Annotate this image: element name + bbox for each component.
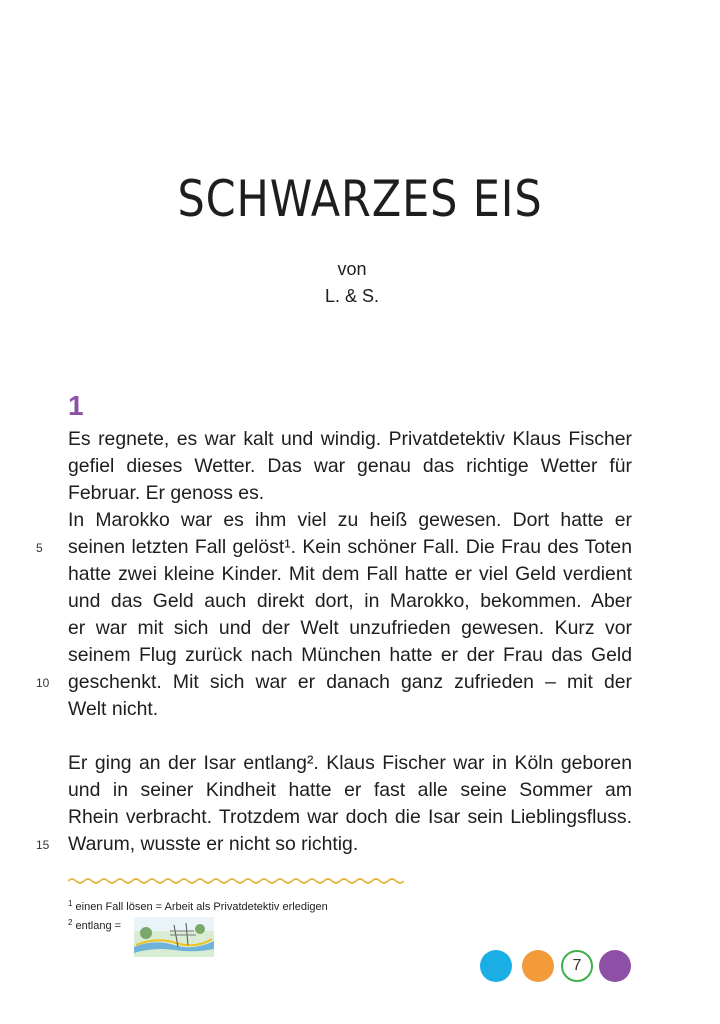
wavy-divider bbox=[68, 876, 404, 886]
text-line: und in seiner Kindheit hatte er fast alle seine Sommer am bbox=[68, 779, 632, 801]
line-number-10: 10 bbox=[36, 676, 50, 690]
text-line: geschenkt. Mit sich war er danach ganz zufrieden – mit der bbox=[68, 671, 632, 693]
river-illustration-icon bbox=[134, 917, 214, 957]
byline-von: von bbox=[337, 259, 367, 279]
footnote-2-text: entlang = bbox=[75, 920, 122, 932]
text-line: In Marokko war es ihm viel zu heiß gewesen. Dort hatte er bbox=[68, 509, 632, 531]
page-number: 7 bbox=[561, 950, 593, 982]
byline-authors: L. & S. bbox=[324, 286, 380, 306]
text-line: gefiel dieses Wetter. Das war genau das richtige Wetter für bbox=[68, 455, 632, 477]
line-number-5: 5 bbox=[36, 541, 43, 555]
text-line: hatte zwei kleine Kinder. Mit dem Fall hatte er viel Geld verdient bbox=[68, 563, 632, 585]
blue-dot bbox=[480, 950, 512, 982]
text-line: und das Geld auch direkt dort, in Marokko, bekommen. Aber bbox=[68, 590, 632, 612]
text-line: Warum, wusste er nicht so richtig. bbox=[68, 833, 359, 855]
purple-dot bbox=[599, 950, 631, 982]
text-line: Welt nicht. bbox=[68, 698, 159, 720]
line-number-15: 15 bbox=[36, 838, 50, 852]
footnote-2-marker: 2 bbox=[68, 918, 73, 927]
body-text bbox=[68, 426, 632, 858]
text-line: seinem Flug zurück nach München hatte er der Frau das Geld bbox=[68, 644, 632, 666]
blank-line bbox=[68, 723, 632, 750]
document-title: SCHWARZES EIS bbox=[177, 170, 543, 228]
text-line: Er ging an der Isar entlang². Klaus Fischer war in Köln geboren bbox=[68, 752, 632, 774]
text-line: Rhein verbracht. Trotzdem war doch die Isar sein Lieblingsfluss. bbox=[68, 806, 632, 828]
chapter-number: 1 bbox=[68, 390, 84, 421]
text-line: seinen letzten Fall gelöst¹. Kein schöner Fall. Die Frau des Toten bbox=[68, 536, 632, 558]
text-line: Es regnete, es war kalt und windig. Privatdetektiv Klaus Fischer bbox=[68, 428, 632, 450]
text-line: Februar. Er genoss es. bbox=[68, 482, 265, 504]
footnote-1-marker: 1 bbox=[68, 899, 73, 908]
footnote-1-text: einen Fall lösen = Arbeit als Privatdetektiv erledigen bbox=[75, 901, 328, 913]
text-line: er war mit sich und der Welt unzufrieden gewesen. Kurz vor bbox=[68, 617, 632, 639]
footnote-1 bbox=[68, 896, 328, 915]
orange-dot bbox=[522, 950, 554, 982]
